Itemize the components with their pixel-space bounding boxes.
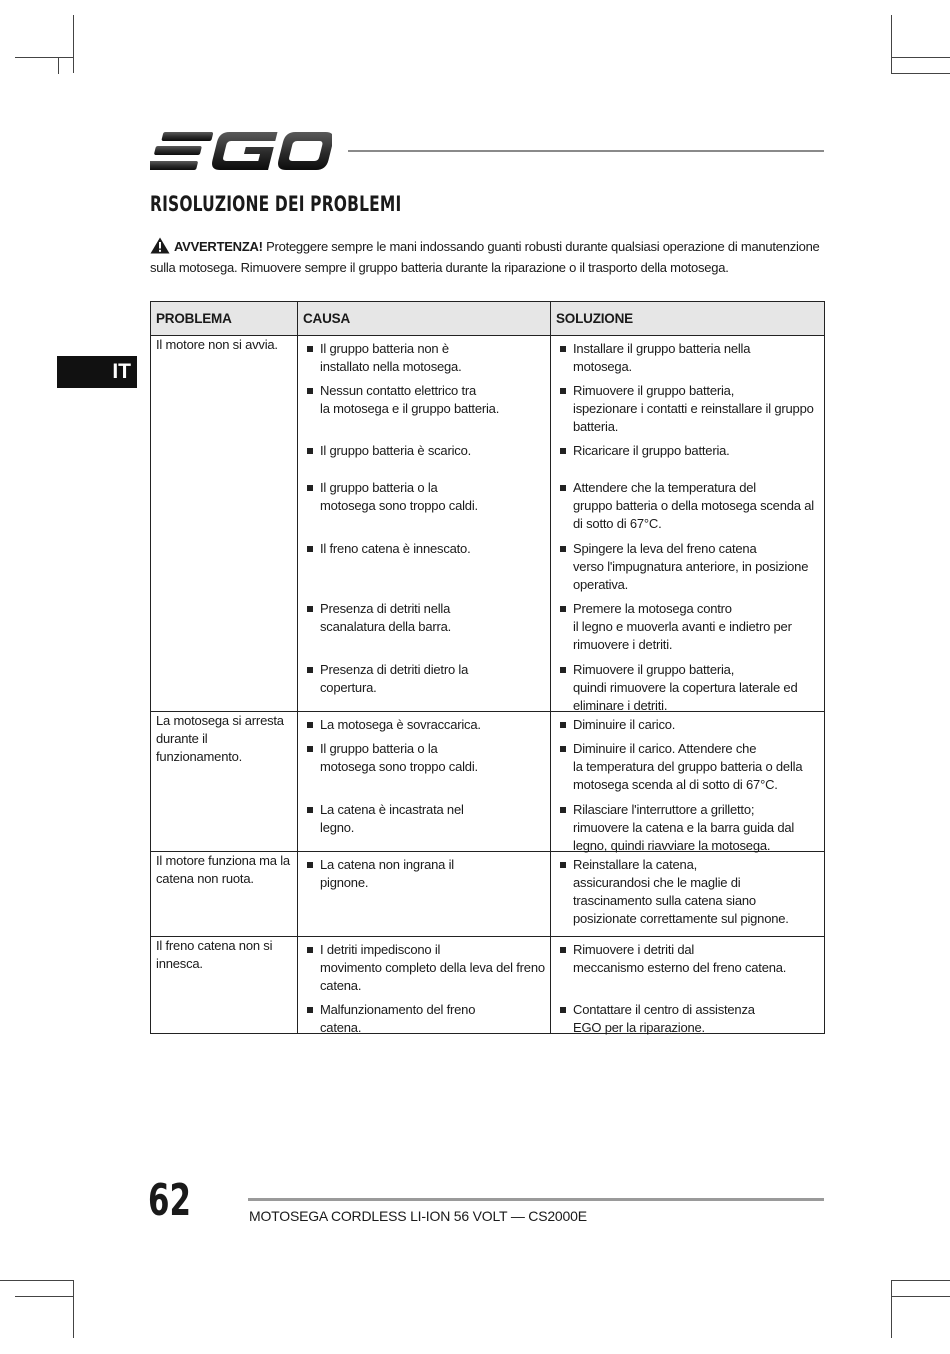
cause-item: [302, 1001, 546, 1035]
header-cause: CAUSA: [298, 302, 551, 336]
solution-line: Rimuovere il gruppo batteria,: [573, 662, 735, 677]
crop-mark: [73, 15, 74, 73]
solution-item: [555, 479, 820, 540]
cause-cell: [298, 712, 551, 852]
solution-item: [555, 661, 820, 713]
header-solution: SOLUZIONE: [551, 302, 825, 336]
solution-item: [555, 340, 820, 382]
cause-line: Il gruppo batteria non è: [320, 341, 449, 356]
header-problem: PROBLEMA: [151, 302, 298, 336]
cause-item: [302, 941, 546, 1001]
solution-line: Ricaricare il gruppo batteria.: [573, 443, 730, 458]
crop-mark: [15, 57, 73, 58]
crop-mark: [891, 73, 950, 74]
solution-line: Rimuovere i detriti dal: [573, 942, 695, 957]
crop-mark: [891, 1280, 892, 1338]
cause-item: [302, 716, 546, 740]
solution-item: [555, 716, 820, 740]
solution-line: il legno e muoverla avanti e indietro per rimuovere i detriti.: [573, 619, 792, 652]
cause-line: Presenza di detriti nella: [320, 601, 451, 616]
cause-cell: [298, 937, 551, 1034]
table-row: [151, 937, 825, 1034]
solution-line: Premere la motosega contro: [573, 601, 732, 616]
table-row: [151, 336, 825, 712]
cause-line: movimento completo della leva del freno catena.: [320, 960, 545, 993]
cause-line: Il gruppo batteria o la: [320, 480, 438, 495]
cause-line: la motosega e il gruppo batteria.: [320, 401, 500, 416]
solution-line: la temperatura del gruppo batteria o della motosega scenda al di sotto di 67°C.: [573, 759, 803, 792]
solution-item: [555, 1001, 820, 1035]
troubleshooting-table: [150, 301, 825, 1034]
cause-line: pignone.: [320, 875, 369, 890]
solution-line: rimuovere la catena e la barra guida dal legno, quindi riavviare la motosega.: [573, 820, 795, 853]
cause-line: La motosega è sovraccarica.: [320, 717, 481, 732]
page-number: 62: [148, 1175, 191, 1226]
crop-mark: [73, 1280, 74, 1338]
solution-line: ispezionare i contatti e reinstallare il gruppo batteria.: [573, 401, 814, 434]
solution-cell: [551, 852, 825, 937]
solution-line: verso l'impugnatura anteriore, in posizione operativa.: [573, 559, 809, 592]
cause-line: catena.: [320, 1020, 362, 1035]
cause-line: scanalatura della barra.: [320, 619, 452, 634]
cause-item: [302, 340, 546, 382]
cause-line: motosega sono troppo caldi.: [320, 498, 478, 513]
problem-cell: Il motore non si avvia.: [151, 336, 298, 712]
table-header-row: [151, 302, 825, 336]
cause-item: [302, 856, 546, 934]
solution-line: motosega.: [573, 359, 632, 374]
cause-item: [302, 661, 546, 709]
cause-line: copertura.: [320, 680, 377, 695]
crop-mark: [15, 1296, 73, 1297]
solution-line: meccanismo esterno del freno catena.: [573, 960, 787, 975]
solution-line: quindi rimuovere la copertura laterale ed eliminare i detriti.: [573, 680, 798, 713]
crop-mark: [0, 1280, 73, 1281]
cause-line: motosega sono troppo caldi.: [320, 759, 478, 774]
crop-mark: [891, 1280, 950, 1281]
cause-line: Il gruppo batteria è scarico.: [320, 443, 472, 458]
warning-triangle-icon: [150, 237, 170, 259]
crop-mark: [58, 58, 59, 74]
cause-item: [302, 600, 546, 661]
cause-line: legno.: [320, 820, 355, 835]
cause-item: [302, 442, 546, 479]
problem-cell: Il motore funziona ma la catena non ruota.: [151, 852, 298, 937]
solution-cell: [551, 712, 825, 852]
cause-line: Presenza di detriti dietro la: [320, 662, 469, 677]
cause-item: [302, 801, 546, 849]
solution-line: Spingere la leva del freno catena: [573, 541, 757, 556]
footer-title: MOTOSEGA CORDLESS LI-ION 56 VOLT — CS2000E: [249, 1208, 587, 1224]
cause-item: [302, 382, 546, 442]
table-row: [151, 712, 825, 852]
page-title: RISOLUZIONE DEI PROBLEMI: [150, 192, 402, 216]
solution-item: [555, 382, 820, 442]
solution-item: [555, 442, 820, 479]
warning-label: AVVERTENZA!: [174, 239, 263, 254]
solution-line: Installare il gruppo batteria nella: [573, 341, 751, 356]
ego-logo: [150, 130, 332, 172]
solution-item: [555, 941, 820, 1001]
cause-cell: [298, 852, 551, 937]
cause-line: La catena non ingrana il: [320, 857, 454, 872]
solution-item: [555, 856, 820, 934]
cause-item: [302, 540, 546, 600]
solution-line: Contattare il centro di assistenza: [573, 1002, 755, 1017]
problem-cell: La motosega si arresta durante il funzionamento.: [151, 712, 298, 852]
solution-line: Reinstallare la catena,: [573, 857, 698, 872]
cause-line: Il gruppo batteria o la: [320, 741, 438, 756]
warning-text: Proteggere sempre le mani indossando guanti robusti durante qualsiasi operazione di manutenzione sulla motosega. Rimuovere sempre il gruppo batteria durante la riparazione o il trasporto della motosega.: [150, 239, 820, 275]
cause-line: Nessun contatto elettrico tra: [320, 383, 477, 398]
warning-notice: [150, 237, 826, 277]
language-tab: IT: [57, 356, 137, 388]
solution-cell: [551, 336, 825, 712]
solution-item: [555, 801, 820, 853]
crop-mark: [892, 57, 950, 58]
cause-line: La catena è incastrata nel: [320, 802, 464, 817]
header-rule: [348, 150, 824, 152]
cause-line: Malfunzionamento del freno: [320, 1002, 476, 1017]
solution-line: EGO per la riparazione.: [573, 1020, 705, 1035]
solution-item: [555, 540, 820, 600]
solution-item: [555, 600, 820, 661]
solution-cell: [551, 937, 825, 1034]
solution-item: [555, 740, 820, 801]
cause-item: [302, 740, 546, 801]
solution-line: Diminuire il carico.: [573, 717, 676, 732]
cause-line: I detriti impediscono il: [320, 942, 441, 957]
solution-line: Rilasciare l'interruttore a grilletto;: [573, 802, 755, 817]
cause-line: Il freno catena è innescato.: [320, 541, 471, 556]
crop-mark: [891, 15, 892, 73]
cause-line: installato nella motosega.: [320, 359, 462, 374]
cause-cell: [298, 336, 551, 712]
solution-line: assicurandosi che le maglie di trascinamento sulla catena siano posizionate correttamente sul pignone.: [573, 875, 789, 926]
solution-line: Diminuire il carico. Attendere che: [573, 741, 757, 756]
footer-rule: [248, 1198, 824, 1201]
table-row: [151, 852, 825, 937]
cause-item: [302, 479, 546, 540]
problem-cell: Il freno catena non si innesca.: [151, 937, 298, 1034]
crop-mark: [892, 1296, 950, 1297]
solution-line: Rimuovere il gruppo batteria,: [573, 383, 735, 398]
solution-line: Attendere che la temperatura del: [573, 480, 756, 495]
solution-line: gruppo batteria o della motosega scenda al di sotto di 67°C.: [573, 498, 814, 531]
